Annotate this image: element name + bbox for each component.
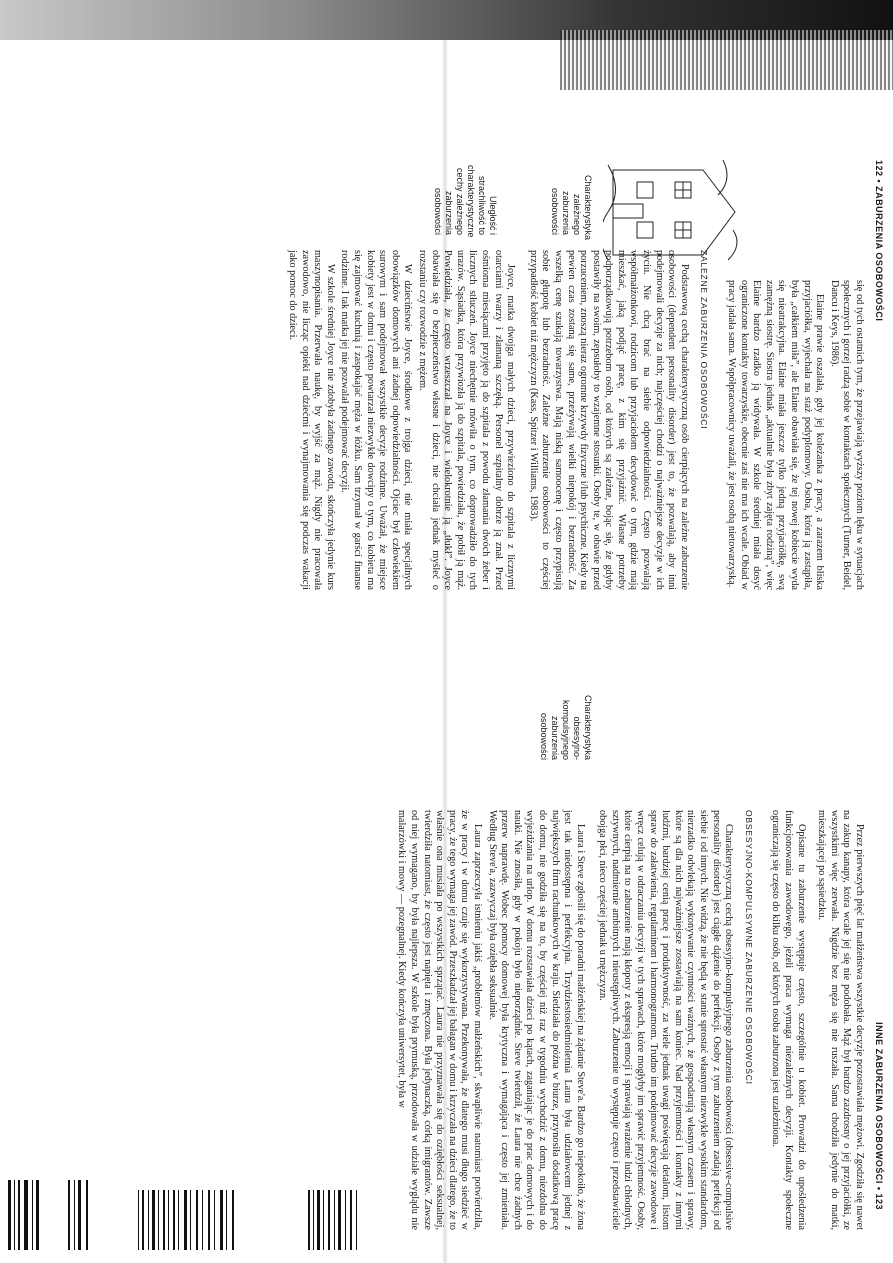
right-column [393, 810, 865, 1230]
scan-shadow [0, 0, 893, 40]
margin-note-dependent: Charakterystyka zależnego zaburzenia osobowości [550, 175, 593, 241]
paragraph: W dzieciństwie Joyce, środkowe z trojga dzieci, nie miała specjalnych obowiązków domowych ani żadnej odpowiedzialności. Ojciec był człowiekiem surowym i sam podejmował wszystkie decyzje rodzinne. Uważał, że miejsce kobiety jest w domu i często powtarzał niezwykłe dowcipy o tym, co kobieta ma się zajmować kuchnią i zaspokajać męża w łóżku. Sam trzymał w garści finanse rodzinne. I tak matka jej nie pozwalał podejmować decyzji. [339, 250, 414, 590]
paragraph: się od tych ostatnich tym, że przejawiają wyższy poziom lęku w sytuacjach społecznych i gorzej radzą sobie w kontaktach społecznych (Turner, Beidel, Dancu i Keys, 1986). [828, 280, 865, 590]
paragraph: Charakterystyczną cechą obsesyjno-kompulsyjnego zaburzenia osobowości (obsessive-compulsive personality disorder) jest ciągłe dążenie do perfekcji. Osoby z tym zaburzeniem zadają perfekcji od siebie i od innych. Nie widzą, że nie będą w stanie sprostać własnym niezwykle wysokim standardom, nierzadko odwlekają wykonywanie czynności ważnych, że gospodarują własnym czasem i sprawy, które są dla nich najważniejsze zostawiają na sam koniec. Nad przyjemności i kontakty z innymi ludźmi, bardziej cenią pracę i produktywność, za wiele jednak uwagi poświęcają detalom, listom spraw do załatwienia, regulaminom i harmonogramom. Trudno im podejmować decyzje zawodowe i wręcz celują w odraczaniu decyzji w tych sprawach, które mogłyby im sprawić przyjemność. Osoby, które cierpią na to zaburzenie mają kłopoty z ekspresją emocji i sprawiają wrażenie ludzi chłodnych, sztywnych, nadmiernie ambitnych i nieustępliwych. Zaburzenie to występuje często i przedstawiciele obojga płci, nieco częściej jednak u mężczyzn. [597, 810, 735, 1230]
paragraph: W szkole średniej Joyce nie zdobyła żadnego zawodu, skończyła jedynie kurs maszynopisania. Przerwała naukę, by wyjść za mąż. Nigdy nie pracowała zawodowo, nie licząc opieki nad dziećmi i wynajmowania się podczas wakacji jako pomoc do dzieci. [287, 250, 336, 590]
paragraph: Podstawową cechą charakterystyczną osób cierpiących na zależne zaburzenie osobowości (dependent personality disorder) jest to, że pozwalają, aby inni podejmowali decyzje za nich; najczęściej chodzi o najważniejsze decyzje w ich życiu. Nie chcą brać na siebie odpowiedzialności. Często pozwalają współmałżonkowi, rodzicom lub przyjaciołom decydować o tym, gdzie mają mieszkać, jaką podjąć pracę, z kim się przyjaźnić. Własne potrzeby podporządkowują potrzebom osób, od których są zależne, bojąc się, że gdyby postawiły na swoim, zepsułoby to wzajemne stosunki. Osoby te, w obawie przed porzuceniem, znoszą nieraz ogromne krzywdy fizyczne i/lub psychiczne. Kiedy na pewien czas zostaną się same, przeżywają wielki niepokój i bezradność. Za wszelką cenę szukają towarzystwa. Mają niską samoocenę i często przypisują sobie głupotę lub bezradność. Zależne zaburzenie osobowości to częściej przypadłość kobiet niż mężczyzn (Kass, Spitzer i Williams, 1983). [527, 250, 690, 590]
left-column [283, 160, 865, 590]
paragraph: Laura i Steve zgłosili się do poradni małżeńskiej na żądanie Steve'a. Bardzo go niepokoiło, że żona jest tak niedostępna i perfekcyjna. Trzydziestosiedmioletnia Laura była udziałowcem jednej z największych firm rachunkowych w kraju. Siedziała do późna w biurze, przynosiła dodatkową pracę do domu, nie godziła się na to, by częściej niż raz w tygodniu wychodzić z domu, niezdolna do wyjeżdżania na urlop. W domu rozstawiała dzieci po kątach, zaganiając je do prac domowych i do nauki. Nie znosiła, gdy w pokoju było nieporządnie. Steve twierdził, że Laura nie chce żadnych przerw naprawdę. Wobec pomocy domowej była krytyczna i wymagająca i często jej zmieniała. Według Steve'a, zazwyczaj była oziębła seksualnie. [486, 810, 586, 1230]
margin-note-avoidant: Uległość i strachliwość to charakterystyczne cechy zależnego zaburzenia osobowości [433, 165, 498, 238]
paragraph: Opisane tu zaburzenie występuje często, szczególnie u kobiet. Prowadzi do upośledzenia funkcjonowania zawodowego, jeżeli praca wymaga niezależnych decyzji. Kontakty społeczne ograniczają się często do kilku osób, od których osoba zaburzona jest uzależniona. [770, 810, 807, 1230]
section-heading: ZALEŻNE ZABURZENIA OSOBOWOŚCI [699, 250, 710, 430]
case-paragraph: Elaine prawie oszalała, gdy jej koleżanka z pracy, a zarazem bliska przyjaciółka, wyjechała na staż podyplomowy. Osoba, która ją zastąpiła, była „całkiem miła”, ale Elaine obawiała się, że tej nowej kobiecie wyda się nieatrakcyjna. Elaine miała jeszcze tylko jedną przyjaciółkę, swą zamężną siostrę. Siostra jednak „aktualnie była zbyt zajęta rodziną”, więc Elaine bardzo rzadko ją widywała. W szkole średniej miała dosyć ograniczone kontakty towarzyskie, obecnie zaś nie ma ich wcale. Obiad w pracy jadała sama. Współpracownicy uważali, że jest osobą nietowarzyską. [726, 280, 826, 590]
paragraph: Przez pierwszych pięć lat małżeństwa wszystkie decyzje pozostawiała mężowi. Zgodziła się nawet na zakup kanapy, która wcale jej się nie podobała. Mąż był bardzo zazdrosny o jej przyjaciółki, ze wszystkimi więc zerwała. Nigdzie bez męża się nie ruszała. Sama chodziła jedynie do matki, mieszkającej po sąsiedzku. [816, 810, 865, 1230]
margin-note-ocd: Charakterystyka obsesyjno-kompulsyjnego zaburzenia osobowości [539, 694, 593, 760]
running-head-left: 122 • ZABURZENIA OSOBOWOŚCI [874, 160, 884, 322]
section-heading: OBSESYJNO-KOMPULSYWNE ZABURZENIE OSOBOWOŚCI [743, 810, 754, 1085]
book-spread [0, 40, 893, 1263]
paragraph: Laura zaprzeczyła istnieniu jakiś „problemów małżeńskich”, skwapliwie natomiast potwierdziła, że w pracy i w domu czuje się wykorzystywana. Przekonywała, że dlatego musi długo siedzieć w pracy, że tego wymaga jej zawód. Przeszkadzał jej bałagan w domu i krzyczała na dzieci dlatego, że to właśnie ona musiała po wszystkich sprzątać. Laura nie przyznawała się do oziębłości seksualnej, twierdziła natomiast, że często jest napięta i zmęczona. Była jedynaczką, córką imigrantów. Zawsze od niej wymagano, by była najlepsza. W szkole była prymuską, przodowała w udziale wyglądu nie malarzówki i mowy — pozegnalnej. Kiedy kończyła uniwersytet, była w [396, 810, 483, 1230]
paragraph: Joyce, matka dwojga małych dzieci, przywieziono do szpitala z licznymi otarciami twarzy i złamaną szczęką. Personel szpitalny dobrze ją znał. Przed ośmioma miesiącami przyjęto ją do szpitala z powodu złamania dwóch żeber i licznych stłuczeń. Joyce niechętnie mówiła o tym, co doprowadziło do tych urazów. Sąsiadka, która przywiozła ją do szpitala, powiedziała, że pobił ją mąż. Powiedziała, że często wrzeszczał na Joyce i wielokrotnie ją „tłukł”. Joyce obawiała się o bezpieczeństwo własne i dzieci, nie chciała jednak myśleć o rozstaniu czy rozwodzie z mężem. [417, 250, 517, 590]
running-head-right: INNE ZABURZENIA OSOBOWOŚCI • 123 [874, 1022, 884, 1210]
scan-barcode-artifact [8, 1170, 428, 1260]
